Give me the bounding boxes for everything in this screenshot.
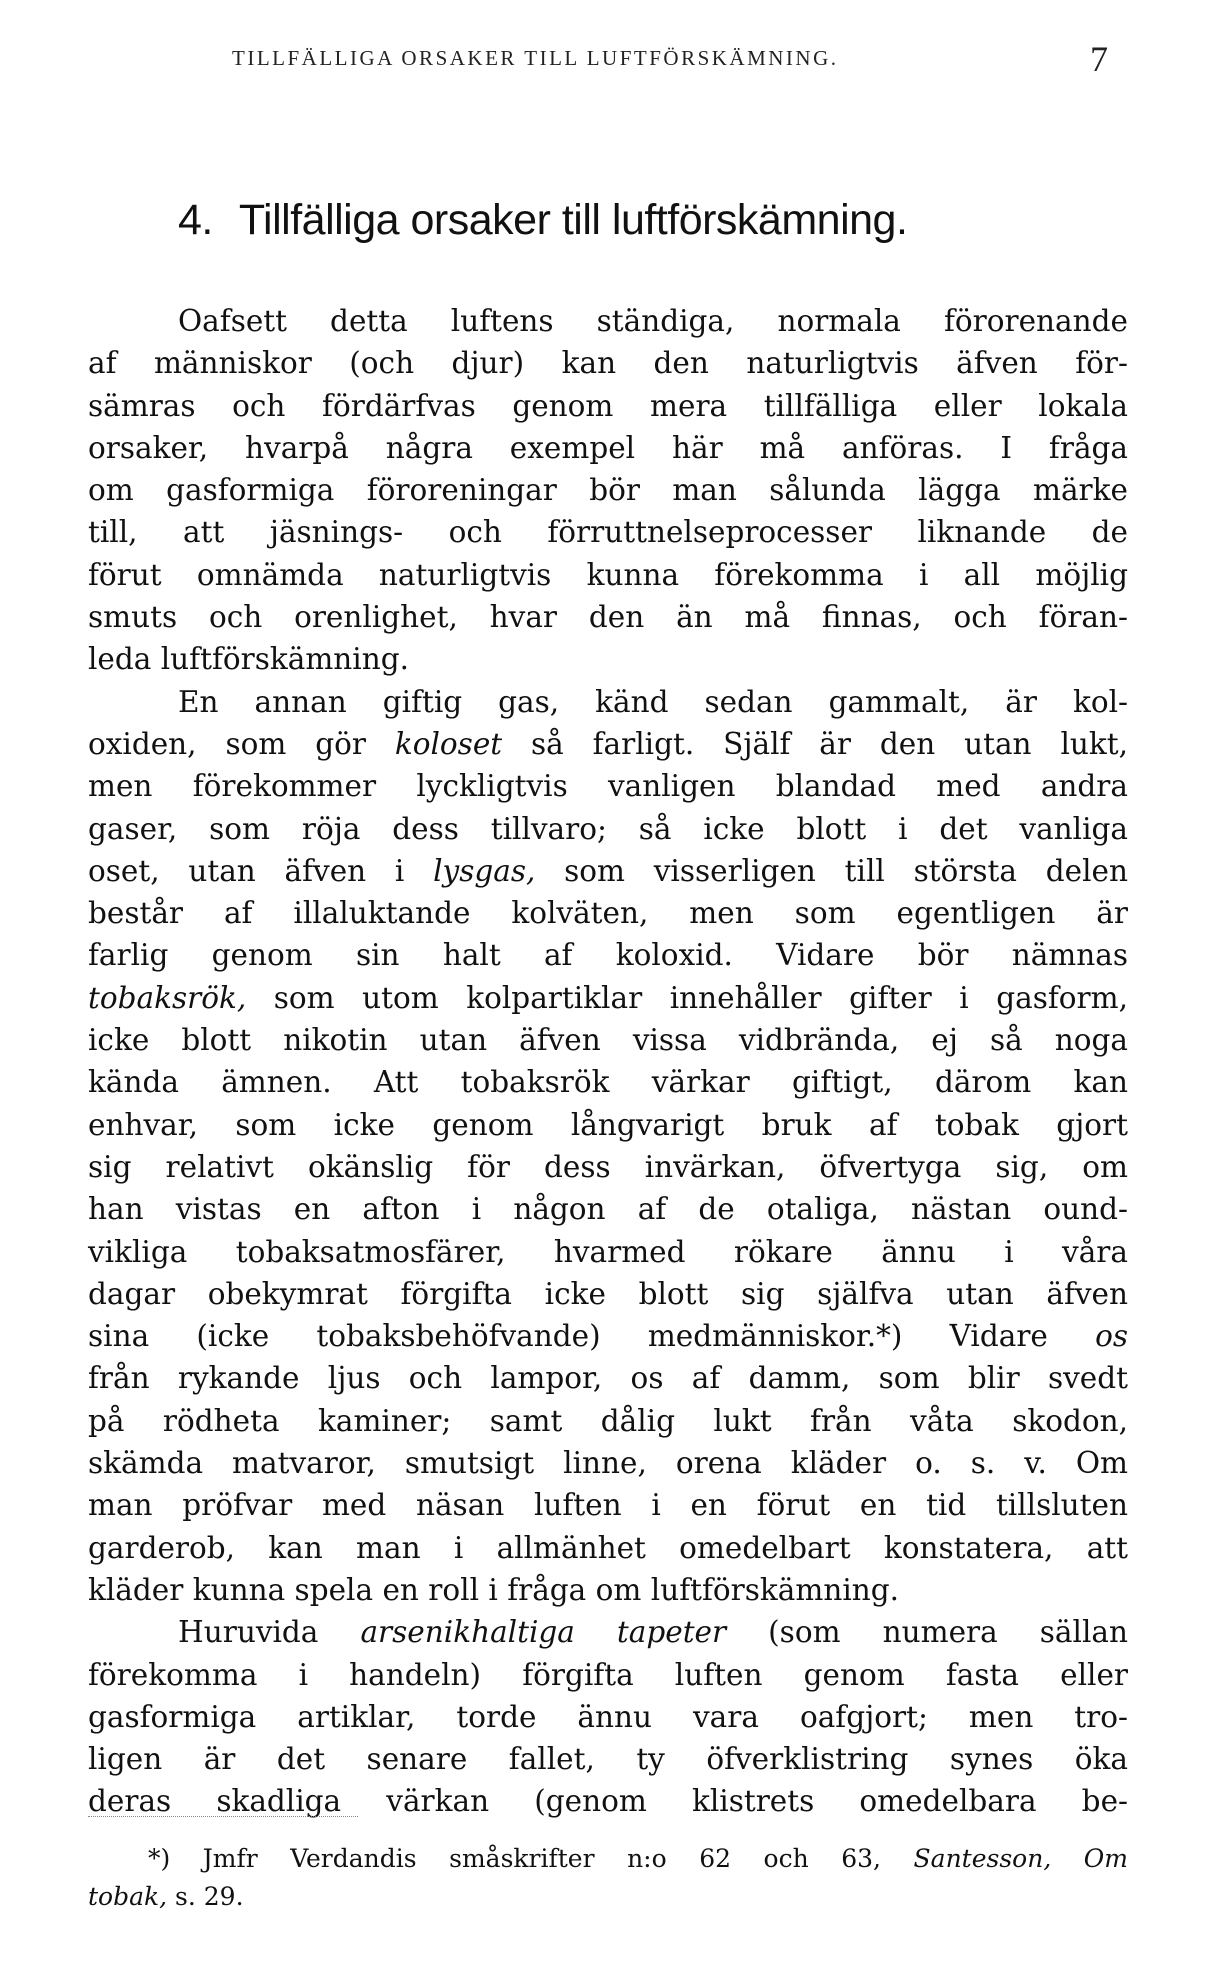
text-run: kända ämnen. Att tobaksrök värkar giftigt, därom kan xyxy=(88,1065,1128,1100)
text-line xyxy=(88,1484,1128,1526)
text-run: kläder kunna spela en roll i fråga om luftförskämning. xyxy=(88,1572,900,1607)
text-line xyxy=(88,934,1128,976)
text-run: förekomma i handeln) förgifta luften genom fasta eller xyxy=(88,1657,1128,1692)
text-run: Oafsett detta luftens ständiga, normala förorenande xyxy=(178,304,1128,338)
text-line xyxy=(88,723,1128,765)
text-run: sämras och fördärfvas genom mera tillfälliga eller lokala xyxy=(88,388,1128,423)
text-line xyxy=(88,681,1128,723)
text-run: Huruvida xyxy=(178,1615,361,1650)
text-run: garderob, kan man i allmänhet omedelbart konstatera, att xyxy=(88,1530,1128,1565)
text-run: ligen är det senare fallet, ty öfverklistring synes öka xyxy=(88,1742,1128,1777)
italic-phrase: koloset xyxy=(394,726,503,761)
text-run: (som numera sällan xyxy=(726,1615,1128,1650)
text-run: enhvar, som icke genom långvarigt bruk af tobak gjort xyxy=(88,1107,1128,1142)
text-line xyxy=(88,1104,1128,1146)
page-number: 7 xyxy=(1090,39,1108,79)
text-run: oset, utan äfven i xyxy=(88,853,434,888)
text-line xyxy=(88,1569,1128,1611)
italic-phrase: os xyxy=(1095,1319,1128,1354)
text-run: sig relativt okänslig för dess invärkan, öfvertyga sig, om xyxy=(88,1149,1128,1184)
text-run: deras skadliga värkan (genom klistrets omedelbara be- xyxy=(88,1784,1128,1819)
text-run: *) Jmfr Verdandis småskrifter n:o 62 och 63, xyxy=(148,1844,914,1873)
text-line xyxy=(88,300,1128,342)
text-line xyxy=(88,892,1128,934)
text-run: orsaker, hvarpå några exempel här må anföras. I fråga xyxy=(88,430,1128,465)
text-run: smuts och orenlighet, hvar den än må finnas, och föran- xyxy=(88,600,1128,635)
text-run: så farligt. Själf är den utan lukt, xyxy=(502,726,1128,761)
text-line xyxy=(88,342,1128,384)
text-line xyxy=(88,1061,1128,1103)
text-run: om gasformiga föroreningar bör man sålunda lägga märke xyxy=(88,473,1128,508)
text-run: icke blott nikotin utan äfven vissa vidbrända, ej så noga xyxy=(88,1023,1128,1058)
running-title: TILLFÄLLIGA ORSAKER TILL LUFTFÖRSKÄMNING. xyxy=(232,46,839,70)
text-run: oxiden, som gör xyxy=(88,726,395,761)
text-run: består af illaluktande kolväten, men som egentligen är xyxy=(88,896,1128,931)
text-run: dagar obekymrat förgifta icke blott sig själfva utan äfven xyxy=(88,1276,1128,1311)
text-run: på rödheta kaminer; samt dålig lukt från våta skodon, xyxy=(88,1403,1128,1438)
text-line xyxy=(88,1357,1128,1399)
text-line xyxy=(88,638,1128,680)
italic-phrase: tobaksrök, xyxy=(88,980,247,1015)
text-line xyxy=(88,1315,1128,1357)
text-line xyxy=(88,1273,1128,1315)
text-run: han vistas en afton i någon af de otaliga, nästan ound- xyxy=(88,1192,1128,1227)
text-line xyxy=(88,1611,1128,1653)
italic-phrase: tobak, xyxy=(88,1882,168,1911)
section-heading xyxy=(178,196,907,245)
text-line xyxy=(88,1188,1128,1230)
text-line xyxy=(88,1400,1128,1442)
section-title: Tillfälliga orsaker till luftförskämning. xyxy=(238,196,908,244)
text-run: gasformiga artiklar, torde ännu vara oafgjort; men tro- xyxy=(88,1699,1128,1734)
text-run: af människor (och djur) kan den naturligtvis äfven för- xyxy=(88,346,1128,381)
footnote-divider xyxy=(88,1816,358,1817)
text-line xyxy=(88,1696,1128,1738)
text-run: skämda matvaror, smutsigt linne, orena kläder o. s. v. Om xyxy=(88,1446,1128,1481)
italic-phrase: arsenikhaltiga tapeter xyxy=(360,1615,727,1650)
text-run: En annan giftig gas, känd sedan gammalt, är kol- xyxy=(178,684,1128,719)
text-line xyxy=(88,511,1128,553)
text-run: som visserligen till största delen xyxy=(535,853,1128,888)
footnote-line xyxy=(88,1878,1128,1916)
text-run: s. 29. xyxy=(167,1882,244,1911)
running-header xyxy=(0,38,1218,78)
footnote-line xyxy=(88,1840,1128,1878)
text-run: från rykande ljus och lampor, os af damm, som blir svedt xyxy=(88,1361,1128,1396)
text-line xyxy=(88,554,1128,596)
text-line xyxy=(88,385,1128,427)
text-line xyxy=(88,1146,1128,1188)
text-line xyxy=(88,1019,1128,1061)
text-line xyxy=(88,1654,1128,1696)
text-line xyxy=(88,1738,1128,1780)
text-run: men förekommer lyckligtvis vanligen blandad med andra xyxy=(88,769,1128,804)
text-line xyxy=(88,1442,1128,1484)
text-line xyxy=(88,469,1128,511)
text-run: sina (icke tobaksbehöfvande) medmänniskor.*) Vidare xyxy=(88,1319,1096,1354)
text-line xyxy=(88,427,1128,469)
text-run: farlig genom sin halt af koloxid. Vidare bör nämnas xyxy=(88,938,1128,973)
text-line xyxy=(88,1231,1128,1273)
text-run: till, att jäsnings- och förruttnelseprocesser liknande de xyxy=(88,515,1128,550)
text-run: gaser, som röja dess tillvaro; så icke blott i det vanliga xyxy=(88,811,1128,846)
text-run: förut omnämda naturligtvis kunna förekomma i all möjlig xyxy=(88,557,1128,592)
text-line xyxy=(88,765,1128,807)
text-run: vikliga tobaksatmosfärer, hvarmed rökare ännu i våra xyxy=(88,1234,1128,1269)
text-line xyxy=(88,808,1128,850)
text-line xyxy=(88,977,1128,1019)
text-line xyxy=(88,1527,1128,1569)
text-line xyxy=(88,850,1128,892)
text-run: man pröfvar med näsan luften i en förut en tid tillsluten xyxy=(88,1488,1128,1523)
footnote xyxy=(88,1840,1128,1916)
text-line xyxy=(88,596,1128,638)
text-run: leda luftförskämning. xyxy=(88,642,409,677)
text-run: som utom kolpartiklar innehåller gifter i gasform, xyxy=(246,980,1128,1015)
italic-phrase: lysgas, xyxy=(433,853,536,888)
body-text xyxy=(88,300,1128,1823)
italic-phrase: Santesson, Om xyxy=(913,1844,1129,1873)
section-number: 4. xyxy=(178,196,213,244)
